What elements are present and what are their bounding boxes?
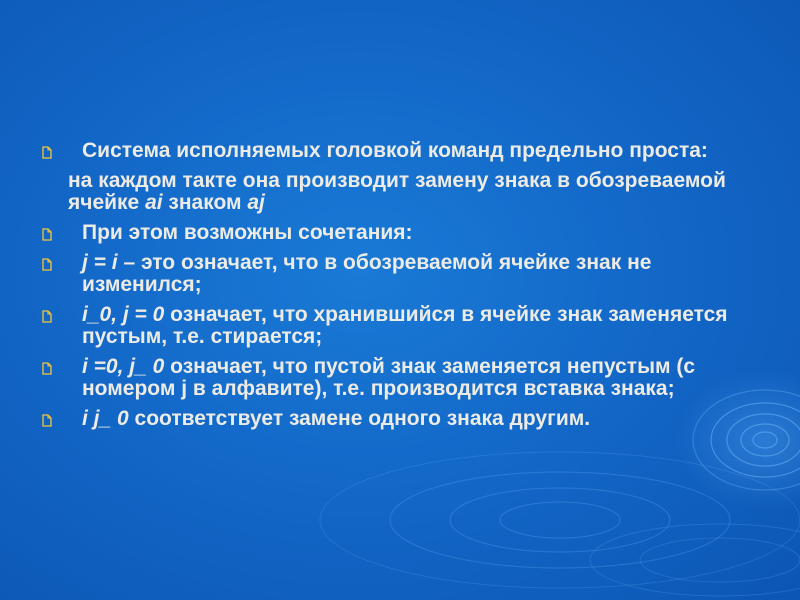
paragraph-text (82, 303, 728, 348)
formula-text: aj (247, 191, 265, 214)
text-run: При этом возможны сочетания: (82, 221, 413, 244)
tag-bullet-icon (42, 258, 52, 270)
paragraph-text (82, 251, 651, 296)
text-run: соответствует замене одного знака другим. (128, 407, 591, 430)
text-run: знаком (162, 191, 248, 214)
text-run: Система исполняемых головкой команд предельно проста: (82, 139, 708, 162)
bullet-item (42, 222, 742, 244)
text-run: – это означает, что в обозреваемой ячейке знак не изменился; (82, 251, 652, 296)
formula-text: ai (145, 191, 163, 214)
bullet-item (42, 304, 742, 348)
tag-bullet-icon (42, 362, 52, 374)
text-run: на каждом такте она производит замену знака в обозреваемой ячейке (68, 169, 726, 214)
formula-text: i_0, j = 0 (82, 303, 165, 326)
tag-bullet-icon (42, 414, 52, 426)
formula-text: i j_ 0 (82, 407, 129, 430)
bullet-item (42, 252, 742, 296)
paragraph-text (82, 407, 590, 430)
paragraph-text (82, 221, 413, 244)
formula-text: i =0, j_ 0 (82, 355, 165, 378)
bullet-item (42, 356, 742, 400)
bullet-list (42, 140, 742, 438)
bullet-item (42, 408, 742, 430)
tag-bullet-icon (42, 146, 52, 158)
paragraph-text (82, 355, 695, 400)
tag-bullet-icon (42, 228, 52, 240)
paragraph-text (82, 139, 708, 162)
tag-bullet-icon (42, 310, 52, 322)
text-run: означает, что пустой знак заменяется непустым (с номером j в алфавите), т.е. производится вставка знака; (82, 355, 696, 400)
bullet-item (42, 140, 742, 162)
paragraph-text (68, 169, 726, 214)
sub-paragraph (42, 170, 742, 214)
text-run: означает, что хранившийся в ячейке знак заменяется пустым, т.е. стирается; (82, 303, 728, 348)
formula-text: j = i (82, 251, 118, 274)
